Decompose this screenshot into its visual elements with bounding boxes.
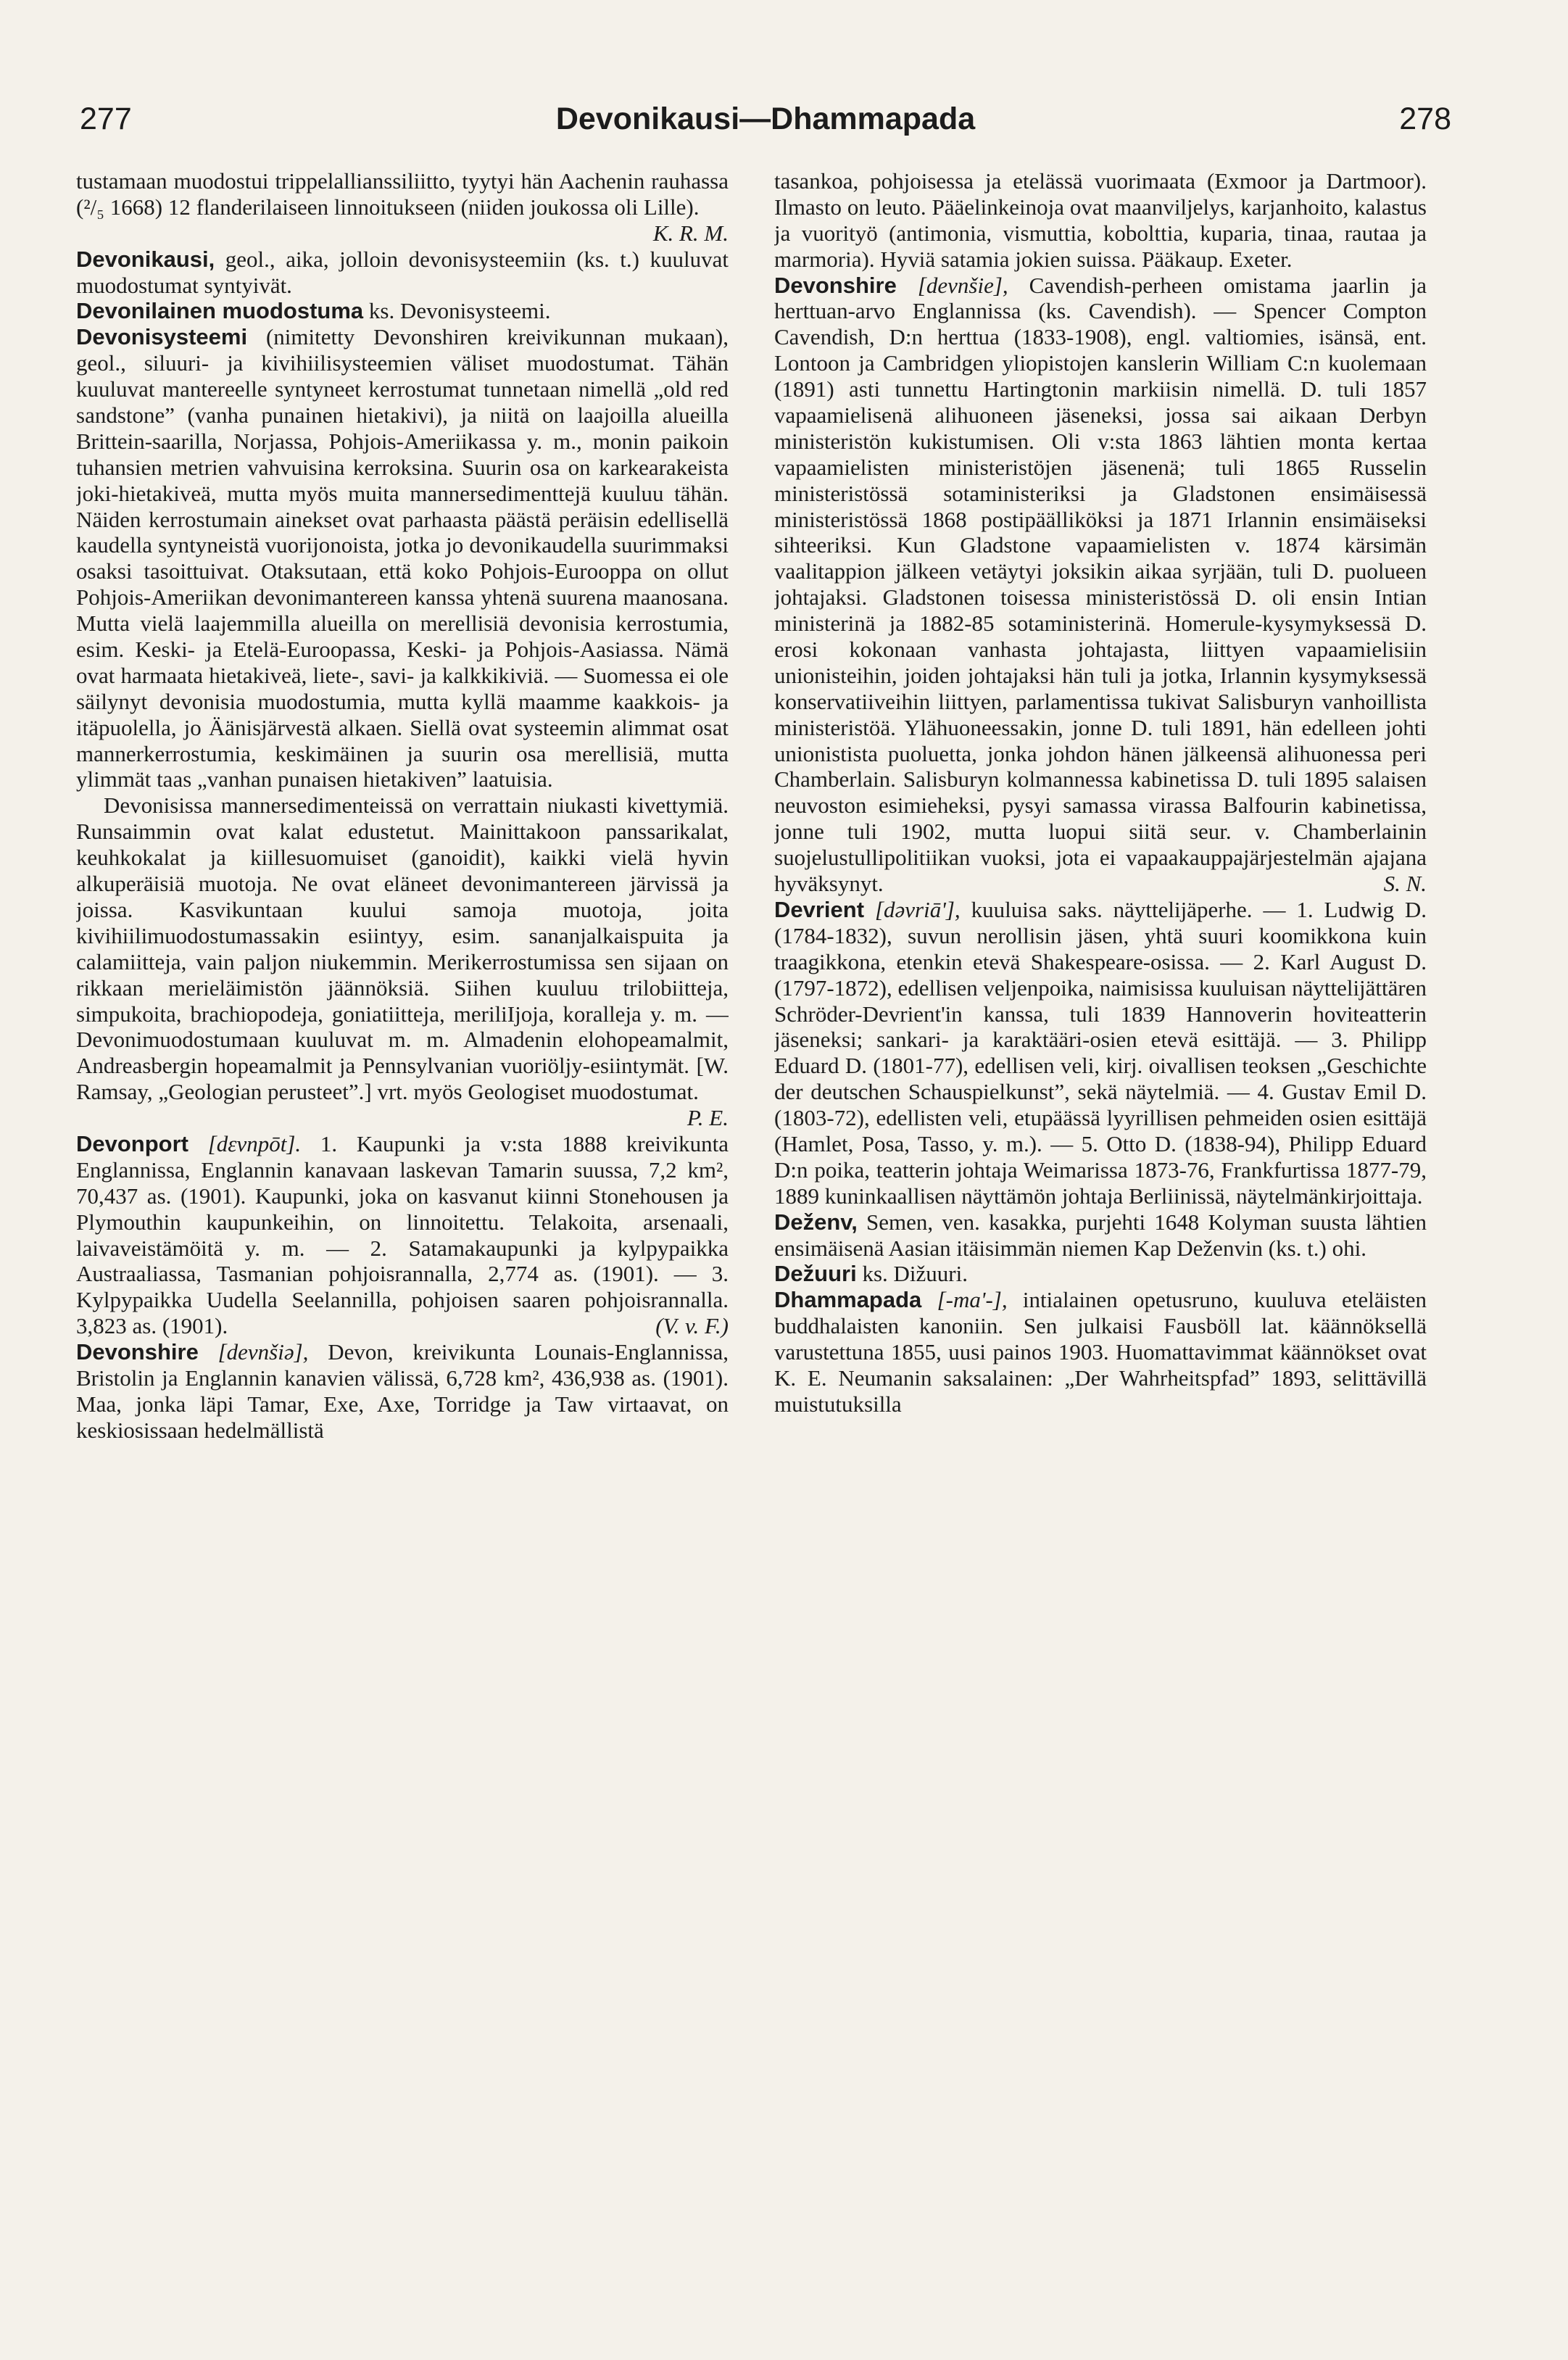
entry-devonport <box>76 1131 729 1339</box>
entry-devonshire-title <box>774 273 1427 897</box>
entry-devonikausi <box>76 247 729 299</box>
entry-text: (nimitetty Devonshiren kreivikunnan mukaan), geol., siluuri- ja kivihiilisysteemien väliset muodostumat. Tähän kuuluvat mantereelle syntyneet kerrostumat tunnetaan nimellä „old red sandstone” (vanha punainen hietakivi), ja niitä on laajoilla alueilla Brittein-saarilla, Norjassa, Pohjois-Ameriikassa y. m., monin paikoin tuhansien metrien vahvuisina kerroksina. Suurin osa on karkearakeista joki-hietakiveä, mutta myös muita mannersedimenttejä kuuluu tähän. Näiden kerrostumain ainekset ovat parhaasta päästä peräisin edellisellä kaudella syntyneistä vuorijonoista, jotka jo devonikaudella suurimmaksi osaksi tasoittuivat. Otaksutaan, että koko Pohjois-Eurooppa on ollut Pohjois-Ameriikan devonimantereen kanssa yhtenä suurena maanosana. Mutta vielä laajemmilla alueilla on merellisiä devonisia kerrostumia, esim. Keski- ja Etelä-Euroopassa, Keski- ja Pohjois-Aasiassa. Nämä ovat harmaata hietakiveä, liete-, savi- ja kalkkikiviä. — Suomessa ei ole säilynyt devonisia muodostumia, mutta kyllä maamme kaakkois- ja itäpuolella, jo Äänisjärvestä alkaen. Siellä ovat systeemin alimmat osat mannerkerrostumia, keskimäinen ja suurin osa merellisiä, mutta ylimmät taas „vanhan punaisen hietakiven” laatuisia. <box>76 324 729 792</box>
pronunciation: [-ma'-], <box>937 1287 1008 1313</box>
entry-dezuuri <box>774 1261 1427 1287</box>
entry-text: ks. Devonisysteemi. <box>368 298 551 324</box>
entry-dhammapada <box>774 1287 1427 1417</box>
left-column <box>76 168 729 2336</box>
entry-devonisysteemi <box>76 324 729 792</box>
running-title: Devonikausi—Dhammapada <box>555 102 976 136</box>
page-header <box>80 102 1451 148</box>
headword: Devrient <box>774 896 865 922</box>
entry-devrient <box>774 897 1427 1209</box>
headword: Devonilainen muodostuma <box>76 298 364 324</box>
entry-paragraph <box>76 792 729 1131</box>
pronunciation: [dεvnpōt]. <box>207 1130 302 1156</box>
headword: Deženv, <box>774 1209 858 1235</box>
entry-text: Cavendish-perheen omistama jaarlin ja herttuan-arvo Englannissa (ks. Cavendish). — Spencer Compton Cavendish, D:n herttua (1833-1908), engl. valtiomies, isänsä, ent. Lontoon ja Cambridgen yliopistojen kanslerin William C:n kuolemaan (1891) asti tunnettu Hartingtonin markiisin nimellä. D. tuli 1857 vapaamielisenä alihuoneen jäseneksi, jossa sai aikaan Derbyn ministeristön kukistumisen. Oli v:sta 1863 lähtien monta kertaa vapaamielisten ministeristöjen jäsenenä; tuli 1865 Russelin ministeristössä sotaministeriksi ja Gladstonen ensimäisessä ministeristössä 1868 postipäälliköksi ja 1871 Irlannin ensimäiseksi sihteeriksi. Kun Gladstone vapaamielisten v. 1874 kärsimän vaalitappion jälkeen vetäytyi joksikin aikaa syrjään, tuli D. puolueen johtajaksi. Gladstonen toisessa ministeristössä D. oli ensin Intian ministerinä ja 1882-85 sotaministerinä. Homerule-kysymyksessä D. erosi kokonaan vanhasta johtajasta, liittyen vapaamielisiin unionisteihin, joiden johtajaksi hän tuli ja jotka, Irlannin kysymyksessä konservatiiveihin liittyen, parlamentissa tukivat Salisburyn vanhoillista ministeristöä. Ylähuoneessakin, jonne D. tuli 1891, hän edelleen johti unionistista puoluetta, jonka johdon hänen jälkeensä alihuonessa peri Chamberlain. Salisburyn kolmannessa kabinetissa D. tuli 1895 salaisen neuvoston esimieheksi, pysyi samassa virassa Balfourin kabinetissa, jonne tuli 1902, mutta luopui siitä seur. v. Chamberlainin suojelustullipolitiikan vuoksi, jota ei vapaakauppajärjestelmän ajajana hyväksynyt. <box>774 272 1427 897</box>
headword: Devonshire <box>774 272 897 298</box>
entry-text: tustamaan muodostui trippelallianssiliitto, tyytyi hän Aachenin rauhassa (²/₅ 1668) 12 flanderilaiseen linnoitukseen (niiden joukossa oli Lille). <box>76 168 729 220</box>
entry-text: geol., aika, jolloin devonisysteemiin (ks. t.) kuuluvat muodostumat syntyivät. <box>76 246 729 298</box>
page-number-right: 278 <box>1399 102 1451 136</box>
entry-dezenv <box>774 1209 1427 1262</box>
entry-text: ks. Dižuuri. <box>862 1261 968 1287</box>
entry-signature: K. R. M. <box>652 220 729 246</box>
entry-text: Devonisissa mannersedimenteissä on verrattain niukasti kivettymiä. Runsaimmin ovat kalat edustetut. Mainittakoon panssarikalat, keuhkokalat ja kiillesuomuiset (ganoidit), kaikki vielä hyvin alkuperäisiä muotoja. Ne ovat eläneet devonimantereen järvissä ja joissa. Kasvikuntaan kuului samoja muotoja, joita kivihiilimuodostumassakin esiintyy, esim. sananjalkaispuita ja calamiitteja, vain paljon niukemmin. Merikerrostumissa sen sijaan on rikkaan merieläimistön jäännöksiä. Siihen kuuluu trilobiitteja, simpukoita, brachiopodeja, goniatiitteja, meriliIjoja, koralleja y. m. — Devonimuodostumaan kuuluvat m. m. Almadenin elohopeamalmit, Andreasbergin hopeamalmit ja Pennsylvanian vuoriöljy-esiintymät. [W. Ramsay, „Geologian perusteet”.] vrt. myös Geologiset muodostumat. <box>76 792 729 1105</box>
entry-signature: (V. v. F.) <box>655 1313 729 1339</box>
entry-text: 1. Kaupunki ja v:sta 1888 kreivikunta Englannissa, Englannin kanavaan laskevan Tamarin suussa, 7,2 km², 70,437 as. (1901). Kaupunki, joka on kasvanut kiinni Stonehousen ja Plymouthin kaupunkeihin, on linnoitettu. Telakoita, arsenaali, laivaveistämöitä y. m. — 2. Satamakaupunki ja kylpypaikka Austraaliassa, Tasmanian pohjoisrannalla, 2,774 as. (1901). — 3. Kylpypaikka Uudella Seelannilla, pohjoisen saaren pohjoisrannalla. 3,823 as. (1901). <box>76 1130 729 1339</box>
entry-signature: S. N. <box>1383 871 1427 897</box>
right-column <box>774 168 1427 2336</box>
headword: Devonshire <box>76 1339 199 1365</box>
entry-devonshire-county <box>76 1339 729 1444</box>
headword: Devonisysteemi <box>76 324 248 350</box>
entry-text: Devon, kreivikunta Lounais-Englannissa, Bristolin ja Englannin kanavien välissä, 6,728 km², 436,938 as. (1901). Maa, jonka läpi Tamar, Exe, Axe, Torridge ja Taw virtaavat, on keskiosissaan hedelmällistä <box>76 1339 729 1443</box>
entry-text: tasankoa, pohjoisessa ja etelässä vuorimaata (Exmoor ja Dartmoor). Ilmasto on leuto. Pääelinkeinoja ovat maanviljelys, karjanhoito, kalastus ja vuorityö (antimonia, vismuttia, kobolttia, kuparia, tinaa, rautaa ja marmoria). Hyviä satamia jokien suissa. Pääkaup. Exeter. <box>774 168 1427 272</box>
entry-devonilainen <box>76 298 729 324</box>
headword: Devonport <box>76 1130 188 1156</box>
entry-continuation <box>774 168 1427 273</box>
page-number-left: 277 <box>80 102 132 136</box>
entry-signature: P. E. <box>686 1105 729 1131</box>
headword: Dhammapada <box>774 1287 922 1313</box>
headword: Dežuuri <box>774 1261 857 1287</box>
entry-text: kuuluisa saks. näyttelijäperhe. — 1. Ludwig D. (1784-1832), suvun nerollisin jäsen, yhtä suuri koomikkona kuin traagikkona, etenkin etevä Shakespeare-osissa. — 2. Karl August D. (1797-1872), edellisen veljenpoika, naimisissa kuuluisan näyttelijättären Schröder-Devrient'in kanssa, tuli 1839 Hannoverin hoviteatterin jäseneksi; sankari- ja karaktääri-osien etevä esittäjä. — 3. Philipp Eduard D. (1801-77), edellisen veli, kirj. oivallisen teoksen „Geschichte der deutschen Schauspielkunst”, sekä näytelmiä. — 4. Gustav Emil D. (1803-72), edellisten veli, etupäässä lyyrillisen pehmeiden osien esittäjä (Hamlet, Posa, Tasso, y. m.). — 5. Otto D. (1838-94), Philipp Eduard D:n poika, teatterin johtaja Weimarissa 1873-76, Frankfurtissa 1877-79, 1889 kuninkaallisen näyttämön johtaja Berliinissä, näytelmänkirjoittaja. <box>774 896 1427 1209</box>
entry-continuation <box>76 168 729 246</box>
pronunciation: [devnšie], <box>917 272 1008 298</box>
pronunciation: [dəvriā'], <box>874 896 961 922</box>
pronunciation: [devnšiə], <box>217 1339 309 1365</box>
headword: Devonikausi, <box>76 246 215 272</box>
entry-text: intialainen opetusruno, kuuluva eteläisten buddhalaisten kanoniin. Sen julkaisi Fausböll lat. käännöksellä varustettuna 1855, uusi painos 1903. Huomattavimmat käännökset ovat K. E. Neumanin saksalainen: „Der Wahrheitspfad” 1893, selittävillä muistutuksilla <box>774 1287 1427 1417</box>
entry-text: Semen, ven. kasakka, purjehti 1648 Kolyman suusta lähtien ensimäisenä Aasian itäisimmän niemen Kap Deženvin (ks. t.) ohi. <box>774 1209 1427 1261</box>
